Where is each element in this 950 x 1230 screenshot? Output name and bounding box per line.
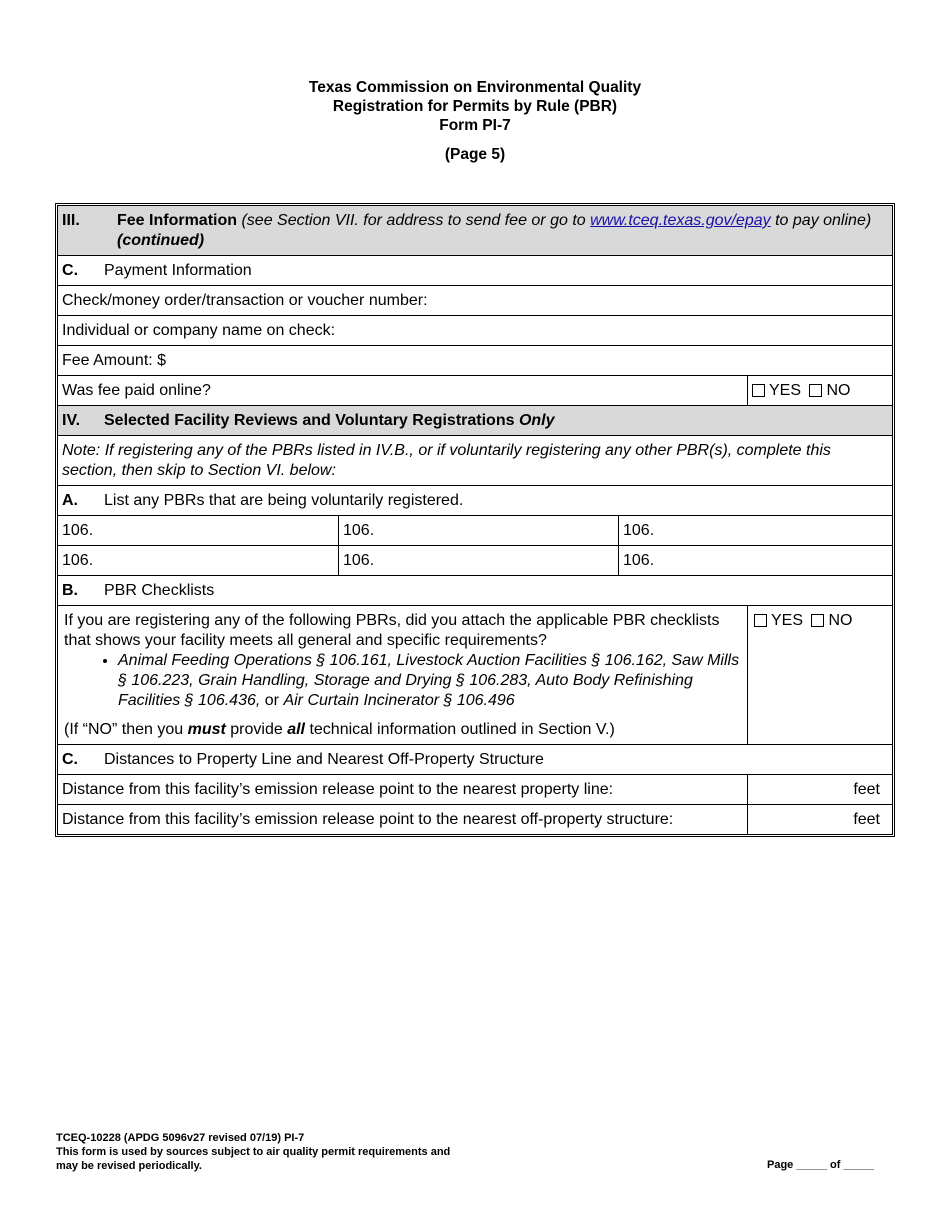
pbr-cell[interactable]: 106.	[338, 546, 618, 575]
pbr-checklists-row	[58, 606, 892, 745]
payment-info-title: Payment Information	[104, 262, 252, 279]
distance-structure-input[interactable]	[747, 805, 892, 834]
checklists-options	[747, 606, 892, 744]
checklists-yes-checkbox[interactable]	[754, 614, 767, 627]
distances-title: Distances to Property Line and Nearest Off-Property Structure	[104, 751, 544, 768]
subsection-a-label: A.	[62, 492, 78, 509]
pbr-list	[64, 651, 743, 711]
pbr-list-last: Air Curtain Incinerator § 106.496	[283, 692, 515, 709]
if-no-all: all	[287, 721, 305, 738]
feet-unit: feet	[853, 811, 880, 828]
check-number-label: Check/money order/transaction or voucher number:	[62, 292, 428, 309]
footer-note-2: may be revised periodically.	[56, 1160, 202, 1172]
pbr-cell[interactable]: 106.	[618, 516, 892, 545]
form-id: TCEQ-10228 (APDG 5096v27 revised 07/19) PI-7	[56, 1132, 305, 1144]
pbr-cell[interactable]: 106.	[62, 552, 94, 569]
pbr-list-main: Animal Feeding Operations § 106.161, Livestock Auction Facilities § 106.162, Saw Mills § 106.223, Grain Handling, Storage and Drying § 106.283, Auto Body Refinishing Facilities § 106.436,	[118, 652, 740, 709]
form-title: Registration for Permits by Rule (PBR)	[332, 98, 618, 115]
name-on-check-label: Individual or company name on check:	[62, 322, 336, 339]
form-number: Form PI-7	[439, 117, 511, 134]
section-3-note-pre: (see Section VII. for address to send fee or go to	[241, 212, 591, 229]
pbr-cell[interactable]: 106.	[338, 516, 618, 545]
page-number: (Page 5)	[444, 146, 506, 163]
distance-property-line-input[interactable]	[747, 775, 892, 804]
pbr-checklists-title: PBR Checklists	[104, 582, 215, 599]
section-3-title: Fee Information	[117, 212, 238, 229]
pbr-row	[58, 516, 892, 546]
distance-property-line-label: Distance from this facility’s emission release point to the nearest property line:	[62, 781, 614, 798]
section-3-number: III.	[62, 212, 80, 229]
if-no-instruction	[64, 720, 743, 740]
distance-structure-row	[58, 805, 892, 834]
section-4-note	[58, 436, 892, 486]
paid-online-yes-label: YES	[769, 382, 802, 399]
distance-structure-label: Distance from this facility’s emission release point to the nearest off-property structure:	[62, 811, 674, 828]
pbr-row	[58, 546, 892, 576]
name-on-check-field[interactable]	[58, 316, 892, 346]
check-number-field[interactable]	[58, 286, 892, 316]
subsection-c-label: C	[62, 262, 74, 279]
subsection-b-label: B.	[62, 582, 78, 599]
feet-unit: feet	[853, 781, 880, 798]
paid-online-row	[58, 376, 892, 406]
section-4-title: Selected Facility Reviews and Voluntary Registrations	[104, 412, 519, 429]
section-3-continued: (continued)	[117, 232, 205, 249]
paid-online-options	[747, 376, 892, 405]
epay-link[interactable]: www.tceq.texas.gov/epay	[590, 212, 771, 229]
section-4-header	[58, 406, 892, 436]
checklists-no-label: NO	[828, 612, 853, 629]
fee-amount-label: Fee Amount: $	[62, 352, 167, 369]
pbr-cell[interactable]: 106.	[618, 546, 892, 575]
pbr-checklists-header	[58, 576, 892, 606]
paid-online-no-checkbox[interactable]	[809, 384, 822, 397]
pbr-list-or: or	[260, 692, 284, 709]
section-4-number: IV.	[62, 412, 81, 429]
subsection-c-dot: .	[73, 262, 79, 279]
fee-amount-field[interactable]	[58, 346, 892, 376]
form-footer	[56, 1131, 450, 1173]
section-3-header	[58, 206, 892, 256]
distances-header	[58, 745, 892, 775]
distance-property-line-row	[58, 775, 892, 805]
section-4-title-only: Only	[518, 412, 555, 429]
voluntary-registration-header	[58, 486, 892, 516]
page-of: Page _____ of _____	[767, 1159, 875, 1171]
form-header	[0, 78, 950, 164]
if-no-text-2: provide	[225, 721, 288, 738]
section-3-note-post: to pay online)	[770, 212, 872, 229]
paid-online-label: Was fee paid online?	[62, 382, 211, 399]
paid-online-no-label: NO	[826, 382, 851, 399]
if-no-must: must	[187, 721, 226, 738]
pbr-checklists-question: If you are registering any of the following PBRs, did you attach the applicable PBR checklists that shows your facility meets all general and specific requirements?	[64, 612, 720, 649]
agency-name: Texas Commission on Environmental Quality	[308, 79, 642, 96]
if-no-text-1: (If “NO” then you	[64, 721, 188, 738]
form-table	[55, 203, 895, 837]
payment-info-header	[58, 256, 892, 286]
paid-online-yes-checkbox[interactable]	[752, 384, 765, 397]
section-4-note-text: Note: If registering any of the PBRs listed in IV.B., or if voluntarily registering any other PBR(s), complete this section, then skip to Section VI. below:	[62, 442, 831, 479]
pbr-cell[interactable]: 106.	[62, 522, 94, 539]
footer-note-1: This form is used by sources subject to air quality permit requirements and	[56, 1146, 451, 1158]
voluntary-registration-title: List any PBRs that are being voluntarily registered.	[104, 492, 464, 509]
checklists-no-checkbox[interactable]	[811, 614, 824, 627]
subsection-c-label-4: C.	[62, 751, 78, 768]
pbr-list-item	[118, 651, 743, 711]
checklists-yes-label: YES	[771, 612, 804, 629]
if-no-text-3: technical information outlined in Section V.)	[305, 721, 615, 738]
